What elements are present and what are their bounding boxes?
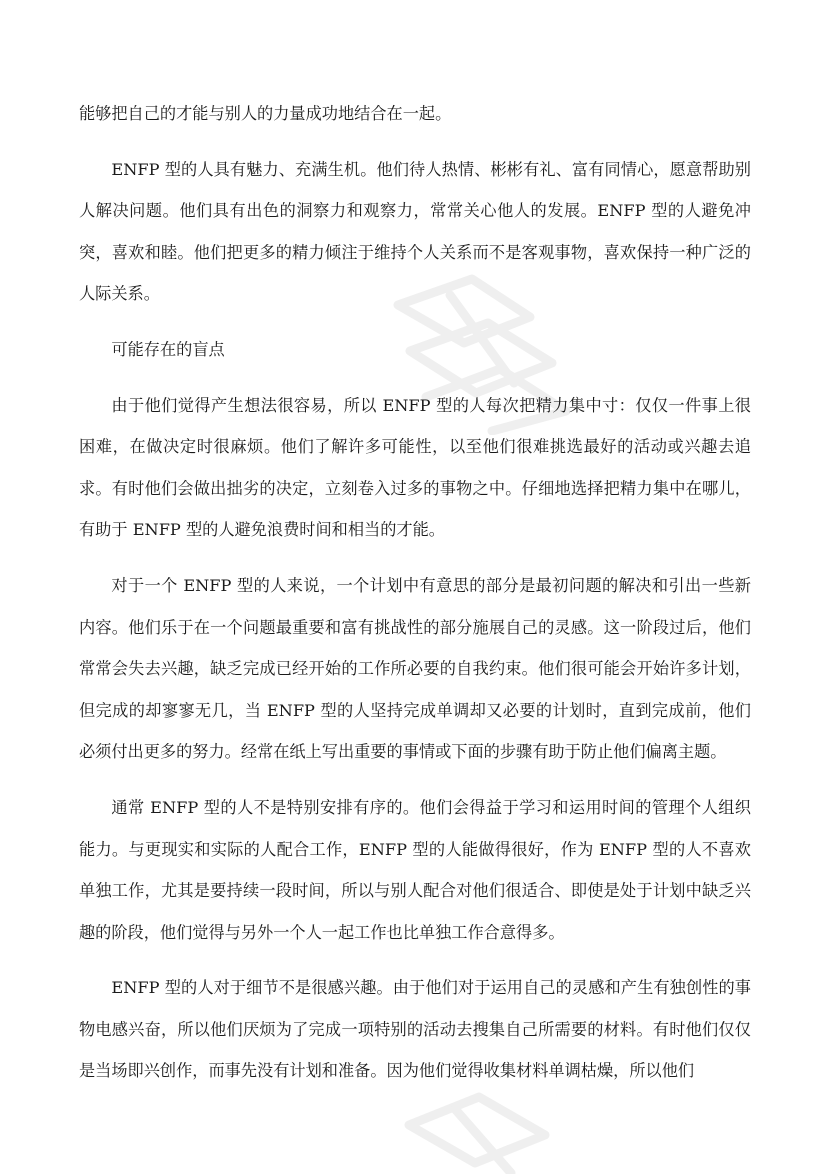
paragraph-plans: 对于一个 ENFP 型的人来说，一个计划中有意思的部分是最初问题的解决和引出一些新内容。他们乐于在一个问题最重要和富有挑战性的部分施展自己的灵感。这一阶段过后，他们常常会失去兴趣，缺乏完成已经开始的工作所必要的自我约束。他们很可能会开始许多计划，但完成的却寥寥无几，当 ENFP 型的人坚持完成单调却又必要的计划时，直到完成前，他们必须付出更多的努力。经常在纸上写出重要的事情或下面的步骤有助于防止他们偏离主题。 [79, 575, 751, 762]
document-body [79, 93, 751, 1106]
paragraph-continuation: 能够把自己的才能与别人的力量成功地结合在一起。 [79, 104, 452, 123]
paragraph-focus: 由于他们觉得产生想法很容易，所以 ENFP 型的人每次把精力集中寸：仅仅一件事上很困难，在做决定时很麻烦。他们了解许多可能性，以至他们很难挑选最好的活动或兴趣去追求。有时他们会做出拙劣的决定，立刻卷入过多的事物之中。仔细地选择把精力集中在哪儿，有助于 ENFP 型的人避免浪费时间和相当的才能。 [79, 395, 751, 540]
paragraph-organization: 通常 ENFP 型的人不是特别安排有序的。他们会得益于学习和运用时间的管理个人组织能力。与更现实和实际的人配合工作，ENFP 型的人能做得很好，作为 ENFP 型的人不喜欢单独工作，尤其是要持续一段时间，所以与别人配合对他们很适合、即使是处于计划中缺乏兴趣的阶段，他们觉得与另外一个人一起工作也比单独工作合意得多。 [79, 797, 751, 942]
section-heading-blind-spots: 可能存在的盲点 [111, 339, 225, 359]
paragraph-enfp-charm: ENFP 型的人具有魅力、充满生机。他们待人热情、彬彬有礼、富有同情心，愿意帮助别人解决问题。他们具有出色的洞察力和观察力，常常关心他人的发展。ENFP 型的人避免冲突，喜欢和睦。他们把更多的精力倾注于维持个人关系而不是客观事物，喜欢保持一种广泛的人际关系。 [79, 159, 751, 304]
paragraph-details: ENFP 型的人对于细节不是很感兴趣。由于他们对于运用自己的灵感和产生有独创性的事物电感兴奋，所以他们厌烦为了完成一项特别的活动去搜集自己所需要的材料。有时他们仅仅是当场即兴创作，而事先没有计划和准备。因为他们觉得收集材料单调枯燥，所以他们 [79, 978, 751, 1081]
